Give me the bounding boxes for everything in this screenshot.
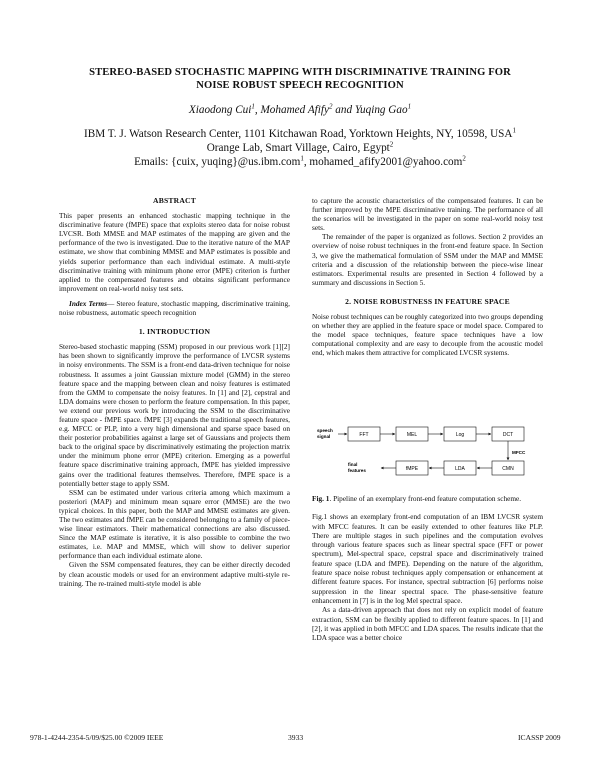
- figure-1-label: Fig. 1: [312, 494, 330, 503]
- title-line-2: NOISE ROBUST SPEECH RECOGNITION: [196, 80, 404, 91]
- author-sep-2: and: [332, 104, 355, 116]
- emails-part-a: Emails: {cuix, yuqing}@us.ibm.com: [134, 156, 301, 168]
- author-2: Mohamed Afify: [260, 104, 329, 116]
- box-log-label: Log: [455, 432, 465, 438]
- footer-copyright: 978-1-4244-2354-5/09/$25.00 ©2009 IEEE: [30, 733, 164, 742]
- author-1-sup: 1: [251, 102, 255, 111]
- intro-heading: 1. INTRODUCTION: [138, 327, 211, 337]
- right-paragraph-2: The remainder of the paper is organized as follows. Section 2 provides an overview of noise robust techniques in the front-end feature space. In Section 3, we give the mathematical formulation of SSM under the MAP and MMSE criteria and a discussion of the relationship between the piece-wise linear estimators. Experimental results are presented in Section 4 followed by a summary and discussions in Section 5.: [312, 232, 543, 287]
- affiliation-1: [30, 127, 570, 142]
- footer-conference: ICASSP 2009: [518, 733, 561, 742]
- author-3: Yuqing Gao: [354, 104, 408, 116]
- footer-page-number: 3933: [288, 733, 304, 742]
- box-fft-label: FFT: [359, 432, 369, 438]
- emails-b-sup: 2: [462, 154, 466, 163]
- section-2-paragraph-2: Fig.1 shows an exemplary front-end computation of an IBM LVCSR system with MFCC features. It can be easily extended to other features like PLP. There are multiple stages in such pipelines and the computation evolves through various feature spaces such as linear spectral space (FFT or power spectrum), Mel-spectral space, cepstral space and discriminatively trained feature space (LDA and fMPE). Depending on the nature of the algorithm, feature space noise robust techniques apply compensation or enhancement at different feature spaces. For instance, spectral subtraction [6] performs noise suppression in the linear spectral space. The phase-sensitive feature enhancement in [7] is in the log Mel spectral space.: [312, 512, 543, 605]
- abstract-text: This paper presents an enhanced stochastic mapping technique in the discriminative feature (fMPE) space that exploits stereo data for noise robust LVCSR. Both MMSE and MAP estimates of the mapping are given and the performance of the two is investigated. Due to the iterative nature of the MAP estimate, we show that combining MMSE and MAP estimates is possible and yields superior performance than each individual estimate. A multi-style discriminative training with minimum phone error (MPE) criterion is further applied to the compensated features and obtains significant performance improvement on real-world noisy test sets.: [59, 211, 290, 293]
- intro-paragraph-3: Given the SSM compensated features, they can be either directly decoded by clean acoustic models or used for an environment adaptive multi-style re-training. The re-trained multi-style model is able: [59, 560, 290, 588]
- emails-part-b: , mohamed_afify2001@yahoo.com: [303, 156, 463, 168]
- mfcc-label: MFCC: [512, 450, 526, 455]
- affiliation-2-sup: 2: [389, 140, 394, 149]
- box-dct-label: DCT: [502, 432, 514, 438]
- figure-1-caption-text: . Pipeline of an exemplary front-end feature computation scheme.: [329, 494, 522, 503]
- right-paragraph-1: to capture the acoustic characteristics of the compensated features. It can be further improved by the MPE discriminative training. The performance of all the scenarios will be investigated in the paper on some real-world noisy test sets.: [312, 196, 543, 233]
- affiliation-2-text: Orange Lab, Smart Village, Cairo, Egypt: [206, 142, 390, 154]
- affiliation-1-sup: 1: [512, 126, 516, 135]
- author-sep-1: ,: [254, 104, 261, 116]
- author-2-sup: 2: [328, 102, 333, 111]
- affiliation-1-text: IBM T. J. Watson Research Center, 1101 Kitchawan Road, Yorktown Heights, NY, 10598, USA: [84, 128, 513, 140]
- section-2-heading: 2. NOISE ROBUSTNESS IN FEATURE SPACE: [345, 296, 510, 306]
- index-terms-label: Index Terms: [69, 298, 107, 308]
- section-2-paragraph-1: Noise robust techniques can be roughly categorized into two groups depending on whether they are applied in the feature space or model space. Compared to the model space techniques, feature space techniques have a low computational complexity and are easy to decouple from the acoustic model end, which makes them attractive for complicated LVCSR systems.: [312, 312, 543, 358]
- paper-title: [40, 66, 560, 92]
- author-1: Xiaodong Cui: [188, 104, 252, 116]
- output-label-2: features: [348, 468, 366, 473]
- author-list: [40, 104, 560, 116]
- index-terms: [59, 299, 290, 317]
- author-emails: [30, 155, 570, 170]
- box-cmn-label: CMN: [502, 466, 514, 472]
- figure-1-caption: [312, 494, 543, 642]
- left-column: [59, 196, 290, 588]
- pipeline-diagram: [312, 418, 543, 494]
- right-column: [312, 196, 543, 358]
- intro-paragraph-1: Stereo-based stochastic mapping (SSM) proposed in our previous work [1][2] has been shown to significantly improve the performance of LVCSR systems in noisy environments. The SSM is a front-end data-driven technique for noise robustness. It assumes a joint Gaussian mixture model (GMM) in the stereo feature space and the mapping between clean and noisy features is estimated from the GMM to compensate the noisy features. In [1] and [2], cepstral and LDA domains were chosen to perform the feature compensation. In this paper, we extend our previous work by introducing the SSM to the discriminative feature space - fMPE space. fMPE [3] expands the traditional speech features, e.g. MFCC or PLP, into a very high dimensional and sparse space based on their posterior probabilities against a large set of Gaussians and projects them back to the original space by discriminatively estimating the projection matrix under the minimum phone error (MPE) criterion. Emerging as a powerful feature space discriminative training approach, fMPE has yielded impressive gains over the traditional features themselves. Therefore, fMPE space is a potentially better stage to apply SSM.: [59, 342, 290, 488]
- figure-1-pipeline: [312, 418, 543, 494]
- author-3-sup: 1: [407, 102, 412, 111]
- output-label-1: final: [348, 462, 358, 467]
- input-label-2: signal: [317, 434, 331, 439]
- box-lda-label: LDA: [455, 466, 465, 472]
- abstract-heading: ABSTRACT: [153, 196, 196, 205]
- box-fmpe-label: fMPE: [405, 466, 419, 472]
- input-label-1: speech: [317, 428, 333, 433]
- box-mel-label: MEL: [406, 432, 418, 438]
- intro-paragraph-2: SSM can be estimated under various criteria among which maximum a posteriori (MAP) and minimum mean square error (MMSE) are the two typical choices. In this paper, both the MAP and MMSE estimates are given. The two estimates and fMPE can be considered belonging to a family of piece-wise linear estimators. Their mathematical connections are also discussed. Since the MAP estimate is iterative, it is also possible to combine the two estimates, i.e. MAP and MMSE, which will show to deliver superior performance than each individual estimate alone.: [59, 487, 290, 561]
- title-line-1: STEREO-BASED STOCHASTIC MAPPING WITH DISCRIMINATIVE TRAINING FOR: [89, 67, 511, 78]
- index-terms-text: — Stereo feature, stochastic mapping, discriminative training, noise robustness, automatic speech recognition: [59, 298, 291, 318]
- section-2-paragraph-3: As a data-driven approach that does not rely on explicit model of feature extraction, SSM can be flexibly applied to different feature spaces. In [1] and [2], it was applied in both MFCC and LDA spaces. The results indicate that the LDA space was a better choice: [312, 605, 543, 643]
- emails-a-sup: 1: [300, 154, 304, 163]
